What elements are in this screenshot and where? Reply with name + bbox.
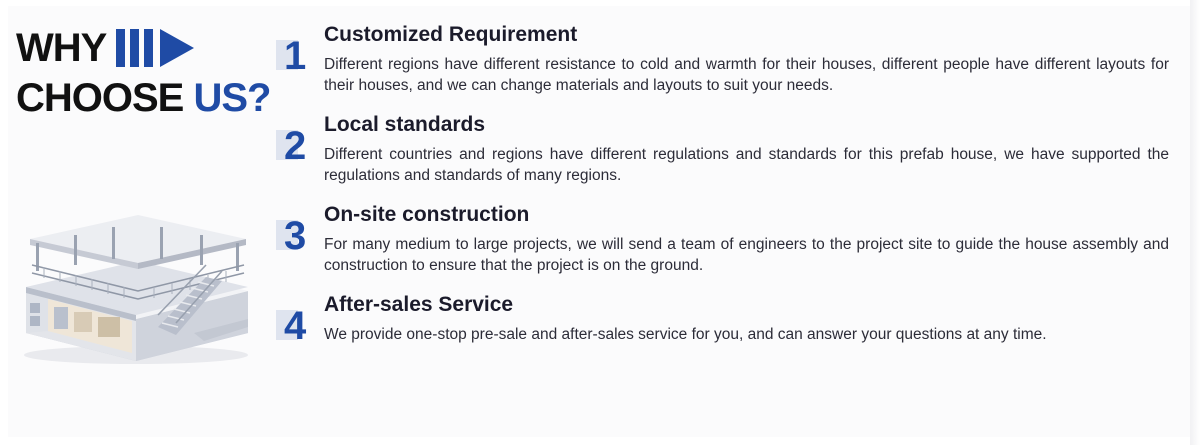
number-text: 4 xyxy=(284,304,307,348)
item-title: On-site construction xyxy=(324,203,530,226)
title-word-us: US? xyxy=(193,76,271,120)
item-number-badge xyxy=(272,22,324,84)
title-word-choose: CHOOSE xyxy=(16,76,194,120)
list-item xyxy=(272,22,1184,96)
title-line-2 xyxy=(16,76,271,120)
item-body xyxy=(324,202,1184,276)
prefab-house-illustration xyxy=(8,215,263,370)
item-description: We provide one-stop pre-sale and after-sales service for you, and can answer your questions at any time. xyxy=(324,326,1047,343)
list-item xyxy=(272,292,1184,354)
item-number-badge xyxy=(272,202,324,264)
play-triangle-icon xyxy=(160,29,194,67)
item-number-badge xyxy=(272,112,324,174)
title-line-1 xyxy=(16,26,266,70)
item-body xyxy=(324,112,1184,186)
item-number-badge xyxy=(272,292,324,354)
item-body xyxy=(324,22,1184,96)
item-description: For many medium to large projects, we will send a team of engineers to the project site to guide the house assembly and construction to ensure that the project is on the ground. xyxy=(324,236,1169,274)
benefits-list xyxy=(272,22,1184,435)
item-title: Local standards xyxy=(324,113,486,136)
number-text: 3 xyxy=(284,214,307,258)
item-description: Different regions have different resistance to cold and warmth for their houses, different people have different layouts for their houses, and we can change materials and layouts to suit your needs. xyxy=(324,56,1169,94)
list-item xyxy=(272,202,1184,276)
number-text: 2 xyxy=(284,124,307,168)
item-body xyxy=(324,292,1184,345)
item-title: Customized Requirement xyxy=(324,23,578,46)
left-column xyxy=(0,0,271,445)
item-title: After-sales Service xyxy=(324,293,514,316)
item-description: Different countries and regions have different regulations and standards for this prefab house, we have supported the regulations and standards of many regions. xyxy=(324,146,1169,184)
list-item xyxy=(272,112,1184,186)
title-word-why: WHY xyxy=(16,26,107,70)
number-text: 1 xyxy=(284,34,307,78)
bars-icon xyxy=(116,29,153,67)
page-title xyxy=(16,26,271,120)
